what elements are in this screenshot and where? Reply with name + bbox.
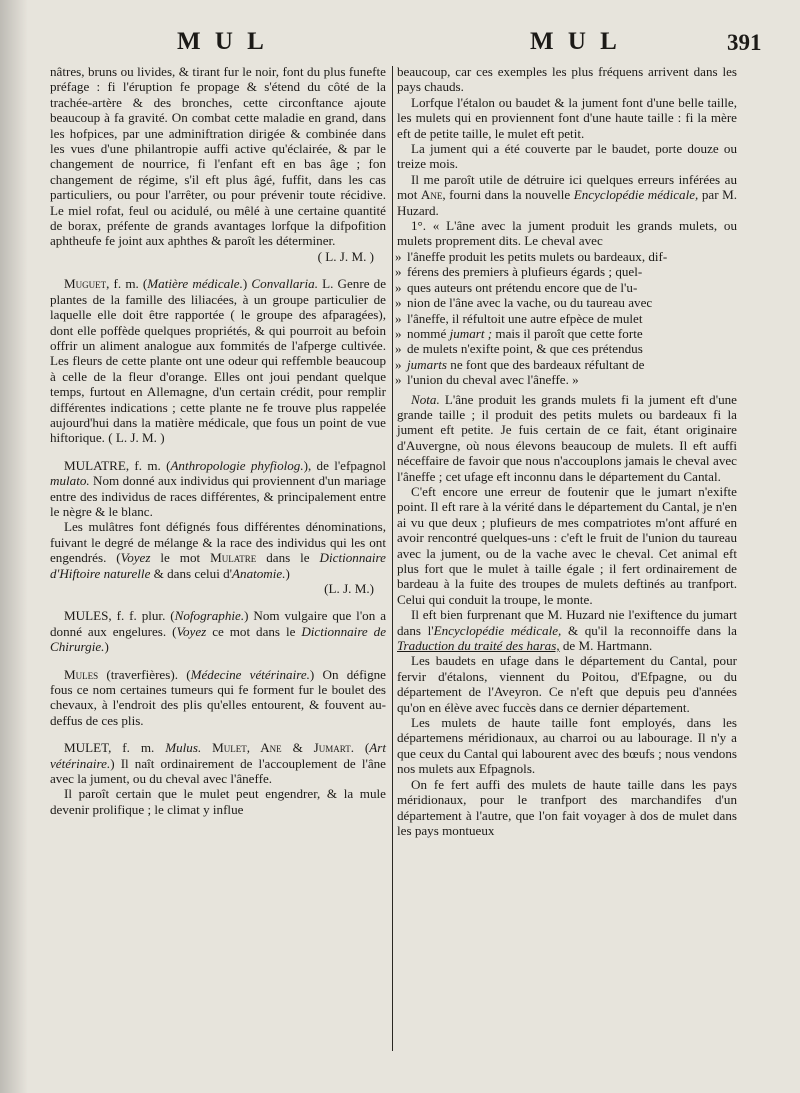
entry-domain: Anthropologie phyfiolog. (170, 457, 304, 473)
paragraph: On fe fert auffi des mulets de haute taille dans les pays méridionaux, pour le tranfport des marchandifes d'un département à l'autre, que l'on fait voyager à dos de mulet dans les pays montueux (397, 776, 737, 838)
quote-line: » l'âneffe produit les petits mulets ou bardeaux, dif- (397, 249, 737, 264)
quotation-block (397, 218, 737, 387)
paragraph: Il paroît certain que le mulet peut engendrer, & la mule devenir prolifique ; le climat y influe (50, 786, 386, 817)
entry-muguet: Muguet, f. m. (Matière médicale.) Convallaria. L. Genre de plantes de la famille des liliacées, à un groupe particulier de laquelle elle doit être rapportée ( le groupe des afparagées), dont elle poffède quelques propriétés, & qui pourroit au befoin offrir un aliment analogue aux fommités de l'afperge cultivée. Les fleurs de cette plante ont une odeur qui reffemble beaucoup à celle de la fleur d'orange. Elles ont joui pendant quelque temps, furtout en Allemagne, d'un certain crédit, pour remplir différentes indications ; cette plante ne fe trouve plus rappelée aujourd'hui dans la matière médicale, que fous un point de vue hiftorique. ( L. J. M. ) (50, 276, 386, 446)
page-number: 391 (727, 30, 762, 55)
right-column (397, 64, 737, 838)
entry-mulatre: MULATRE, f. m. (Anthropologie phyfiolog.), de l'efpagnol mulato. Nom donné aux individus qui proviennent d'un mariage entre des individus de races différentes, & principalement entre le nègre & le blanc. (50, 457, 386, 519)
quote-line: » l'âneffe, il réfultoit une autre efpèce de mulet (397, 311, 737, 326)
quote-line: » férens des premiers à plufieurs égards ; quel- (397, 264, 737, 279)
entry-domain: Médecine vétérinaire. (190, 666, 310, 682)
paragraph: Il eft bien furprenant que M. Huzard nie l'exiftence du jumart dans l'Encyclopédie médicale, & qu'il la reconnoiffe dans la Traduction du traité des haras, de M. Hartmann. (397, 607, 737, 654)
entry-domain: Art vétérinaire. (50, 740, 387, 771)
paragraph: nâtres, bruns ou livides, & tirant fur le noir, font du plus funefte préfage : fi l'éruption fe propage & s'étend du côté de la trachée-artère & des bronches, cette circonftance ajoute beaucoup à fa gravité. On combat cette maladie en grand, dans les hofpices, par une adminiftration dirigée & combinée dans les vues d'une philantropie auffi active qu'éclairée, & par le changement de nourrice, fi l'enfant eft en bas âge ; fon changement de régime, s'il eft plus âgé, fuffit, dans les cas particuliers, ou pour l'arrêter, ou pour prévenir toute récidive. Le miel rofat, feul ou acidulé, ou mêlé à une certaine quantité de borax, préfente de grands avantages lorfque la difpofition aphtheufe fe joint aux aphthes & paroît les déterminer. (50, 64, 386, 249)
entry-headword: MULES (64, 608, 109, 624)
running-head-left: M U L (177, 28, 268, 55)
paragraph: Les mulets de haute taille font employés, dans les départemens méridionaux, au charroi ou au labourage. Il n'y a que ceux du Cantal qui labourent avec des bœufs ; nous vendons nos mulets aux Efpagnols. (397, 715, 737, 777)
entry-domain: Nofographie. (174, 608, 245, 624)
paragraph: La jument qui a été couverte par le baudet, porte douze ou treize mois. (397, 141, 737, 172)
quote-line: » l'union du cheval avec l'âneffe. » (397, 372, 737, 387)
author-signature: (L. J. M.) (324, 581, 374, 596)
paragraph: Lorfque l'étalon ou baudet & la jument font d'une belle taille, les mulets qui en proviennent font d'une haute taille : fi la mère eft de petite taille, le mulet eft petit. (397, 94, 737, 141)
quote-line: » ques auteurs ont prétendu encore que de l'u- (397, 280, 737, 295)
left-column (50, 64, 386, 817)
quote-line: » jumarts ne font que des bardeaux réfultant de (397, 357, 737, 372)
nota-paragraph: Nota. L'âne produit les grands mulets fi la jument eft d'une grande taille ; il produit des petits mulets ou bardeaux fi la jument eft petite. Je fuis certain de ce fait, étant originaire d'Auvergne, où nous élevons beaucoup de mulets. Il eft auffi néceffaire de favoir que nous n'accouplons jamais le cheval avec l'âneffe ; cet ufage eft inconnu dans le département du Cantal. (397, 391, 737, 484)
latin-name: Mulus. (165, 740, 202, 756)
entry-domain: Matière médicale. (147, 276, 243, 292)
quote-line: 1°. « L'âne avec la jument produit les grands mulets, ou mulets proprement dits. Le cheval avec (397, 218, 737, 249)
paragraph: Les mulâtres font défignés fous différentes dénominations, fuivant le degré de mélange & la race des individus qui les ont engendrés. (Voyez le mot Mulatre dans le Dictionnaire d'Hiftoire naturelle & dans celui d'Anatomie.) (50, 519, 386, 581)
page-gutter-shadow (0, 0, 28, 1093)
quote-line: » de mulets n'exifte point, & que ces prétendus (397, 341, 737, 356)
entry-headword: Mules (64, 666, 99, 682)
entry-mules: MULES, f. f. plur. (Nofographie.) Nom vulgaire que l'on a donné aux engelures. (Voyez ce mot dans le Dictionnaire de Chirurgie.) (50, 608, 387, 655)
entry-headword: MULATRE (64, 457, 126, 473)
latin-name: Convallaria. (251, 276, 318, 292)
running-head-right: M U L (530, 28, 621, 55)
paragraph: C'eft encore une erreur de foutenir que le jumart n'exifte point. Il eft rare à la vérité dans le département du Cantal, je n'en ai vu que deux ; plufieurs de mes compatriotes m'ont affuré en avoir rencontré quelques-uns : c'eft le fruit de l'union du taureau avec la jument, ou de la vache avec le cheval. Cet animal eft plus fort que le mulet à taille égale ; il fert ordinairement de bardeau à la fuite des troupes de mulets deftinés au tranfport. Celui qui conduit la troupe, le monte. (397, 483, 737, 607)
entry-mulet: MULET, f. m. Mulus. Mulet, Ane & Jumart. (Art vétérinaire.) Il naît ordinairement de l'accouplement de l'âne avec la jument, ou du cheval avec l'âneffe. (50, 740, 387, 787)
quote-line: » nommé jumart ; mais il paroît que cette forte (397, 326, 737, 341)
entry-headword: MULET (64, 740, 109, 756)
entry-headword: Muguet (64, 276, 107, 292)
column-rule (392, 66, 393, 1051)
paragraph: Les baudets en ufage dans le département du Cantal, pour fervir d'étalons, viennent du Poitou, d'Efpagne, ou du département de l'Aveyron. Ce n'eft que depuis peu d'années qu'on en élève avec fuccès dans ce dernier département. (397, 653, 737, 715)
quote-line: » nion de l'âne avec la vache, ou du taureau avec (397, 295, 737, 310)
paragraph: beaucoup, car ces exemples les plus fréquens arrivent dans les pays chauds. (397, 64, 737, 95)
entry-mules-traversieres: Mules (traverfières). (Médecine vétérinaire.) On défigne fous ce nom certaines tumeurs qui fe forment fur le boulet des chevaux, à l'endroit des plis qu'elles entourent, & fouvent au-deffus de ces plis. (50, 666, 386, 728)
author-signature: ( L. J. M. ) (317, 248, 374, 264)
paragraph: Il me paroît utile de détruire ici quelques erreurs inférées au mot Ane, fourni dans la nouvelle Encyclopédie médicale, par M. Huzard. (397, 171, 737, 218)
author-signature: ( L. J. M. ) (108, 430, 165, 446)
page-header (0, 28, 800, 62)
